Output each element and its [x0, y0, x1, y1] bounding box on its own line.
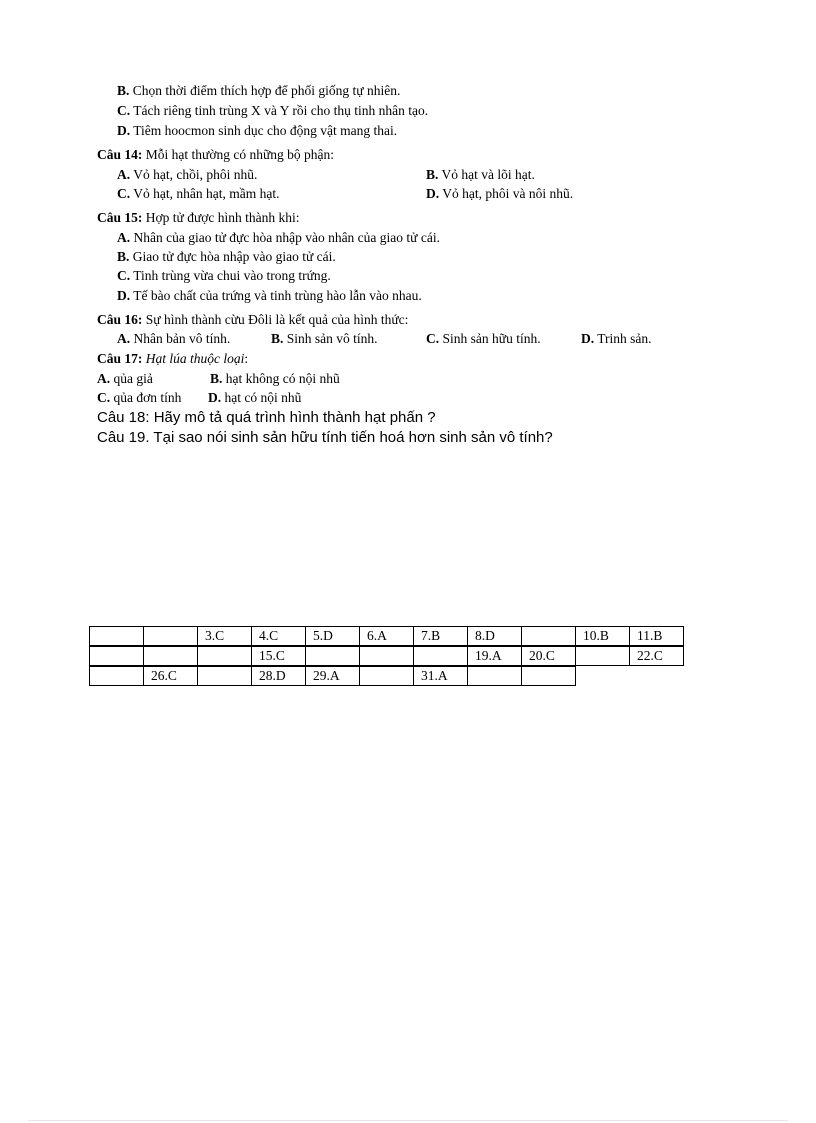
q15-option-b-letter: B. — [117, 249, 130, 264]
q13-option-b-text: Chọn thời điểm thích hợp để phối giống tự nhiên. — [132, 83, 401, 98]
q15-option-c — [117, 268, 331, 284]
q17-stem: Câu 17: Hạt lúa thuộc loại: — [97, 351, 249, 366]
q16-option-b — [271, 331, 378, 347]
answer-cell: 26.C — [143, 666, 198, 686]
answer-cell: 4.C — [251, 626, 306, 646]
q15-option-a-text: Nhân của giao tử đực hòa nhập vào nhân của giao tử cái. — [133, 230, 440, 245]
answer-cell — [467, 666, 522, 686]
answer-cell: 11.B — [629, 626, 684, 646]
q19-text: Câu 19. Tại sao nói sinh sản hữu tính tiến hoá hơn sinh sản vô tính? — [97, 429, 553, 446]
q17-option-c-letter: C. — [97, 390, 111, 405]
answer-cell: 8.D — [467, 626, 522, 646]
q16-stem — [97, 312, 408, 328]
q17-option-b-text: hạt không có nội nhũ — [225, 371, 340, 386]
q17-option-b — [210, 371, 340, 387]
q16-option-b-text: Sinh sản vô tính. — [286, 331, 378, 346]
q14-option-c — [117, 186, 279, 202]
answer-cell: 7.B — [413, 626, 468, 646]
answer-cell: 10.B — [575, 626, 630, 646]
q13-option-c-letter: C. — [117, 103, 131, 118]
q15-option-c-text: Tinh trùng vừa chui vào trong trứng. — [133, 268, 331, 283]
q13-option-b — [117, 83, 400, 99]
q14-option-a — [117, 167, 257, 183]
q18-text: Câu 18: Hãy mô tả quá trình hình thành hạt phấn ? — [97, 409, 436, 426]
q15-option-d-text: Tế bào chất của trứng và tinh trùng hào lẫn vào nhau. — [133, 288, 422, 303]
q17-label: Câu 17: — [97, 351, 143, 366]
q15-option-b-text: Giao tử đực hòa nhập vào giao tử cái. — [132, 249, 336, 264]
q15-label: Câu 15: — [97, 210, 143, 225]
answer-cell — [143, 626, 198, 646]
q13-option-d — [117, 123, 397, 139]
answer-table-row-1 — [89, 626, 683, 646]
q14-option-d-text: Vỏ hạt, phôi và nôi nhũ. — [442, 186, 574, 201]
q15-option-d-letter: D. — [117, 288, 131, 303]
q13-option-d-letter: D. — [117, 123, 131, 138]
q14-option-a-letter: A. — [117, 167, 131, 182]
q15-stem-text: Hợp tử được hình thành khi: — [145, 210, 300, 225]
answer-cell: 15.C — [251, 646, 306, 666]
answer-cell — [89, 666, 144, 686]
answer-cell — [143, 646, 198, 666]
answer-cell — [359, 646, 414, 666]
q16-option-b-letter: B. — [271, 331, 284, 346]
answer-cell — [89, 646, 144, 666]
q16-option-c — [426, 331, 541, 347]
answer-cell — [89, 626, 144, 646]
page-bottom-rule — [28, 1120, 788, 1121]
q14-option-b-text: Vỏ hạt và lõi hạt. — [441, 167, 535, 182]
answer-cell: 28.D — [251, 666, 306, 686]
q17-option-d-letter: D. — [208, 390, 222, 405]
q15-option-c-letter: C. — [117, 268, 131, 283]
q14-stem — [97, 147, 334, 163]
answer-cell — [413, 646, 468, 666]
q16-option-d-text: Trinh sản. — [597, 331, 652, 346]
q13-option-d-text: Tiêm hoocmon sinh dục cho động vật mang thai. — [133, 123, 398, 138]
q16-option-d-letter: D. — [581, 331, 595, 346]
answer-cell: 29.A — [305, 666, 360, 686]
q14-option-c-text: Vỏ hạt, nhân hạt, mầm hạt. — [133, 186, 280, 201]
answer-cell — [305, 646, 360, 666]
q17-option-b-letter: B. — [210, 371, 223, 386]
q14-option-d — [426, 186, 573, 202]
q15-option-a-letter: A. — [117, 230, 131, 245]
q16-option-a-text: Nhân bản vô tính. — [133, 331, 231, 346]
q14-option-b-letter: B. — [426, 167, 439, 182]
q17-option-a — [97, 371, 153, 387]
q14-label: Câu 14: — [97, 147, 143, 162]
q16-option-a — [117, 331, 230, 347]
q15-option-b — [117, 249, 336, 265]
answer-cell — [359, 666, 414, 686]
answer-cell — [197, 666, 252, 686]
q16-option-c-letter: C. — [426, 331, 440, 346]
q16-option-d — [581, 331, 652, 347]
q14-option-a-text: Vỏ hạt, chồi, phôi nhũ. — [133, 167, 258, 182]
q14-stem-text: Mỗi hạt thường có những bộ phận: — [145, 147, 335, 162]
q17-option-c-text: qủa đơn tính — [113, 390, 182, 405]
answer-cell: 31.A — [413, 666, 468, 686]
answer-table-row-2 — [89, 646, 683, 666]
q13-option-c-text: Tách riêng tinh trùng X và Y rồi cho thụ tinh nhân tạo. — [133, 103, 429, 118]
q17-option-d-text: hạt có nội nhũ — [224, 390, 302, 405]
q15-option-a — [117, 230, 440, 246]
answer-cell: 3.C — [197, 626, 252, 646]
q15-option-d — [117, 288, 422, 304]
q14-option-b — [426, 167, 535, 183]
q17-stem-text: Hạt lúa thuộc loại — [145, 351, 245, 366]
q17-option-d — [208, 390, 301, 406]
answer-cell: 19.A — [467, 646, 522, 666]
q16-label: Câu 16: — [97, 312, 143, 327]
q16-option-c-text: Sinh sản hữu tính. — [442, 331, 541, 346]
answer-cell: 22.C — [629, 646, 684, 666]
q15-stem — [97, 210, 300, 226]
q17-option-a-text: qủa giả — [113, 371, 153, 386]
q14-option-c-letter: C. — [117, 186, 131, 201]
q13-option-c — [117, 103, 428, 119]
q17-option-c — [97, 390, 181, 406]
answer-cell — [521, 626, 576, 646]
answer-cell: 20.C — [521, 646, 576, 666]
q16-option-a-letter: A. — [117, 331, 131, 346]
answer-cell: 6.A — [359, 626, 414, 646]
answer-cell — [197, 646, 252, 666]
q16-stem-text: Sự hình thành cừu Đôli là kết quả của hình thức: — [145, 312, 409, 327]
answer-cell — [521, 666, 576, 686]
answer-cell: 5.D — [305, 626, 360, 646]
q17-option-a-letter: A. — [97, 371, 111, 386]
answer-cell — [575, 646, 630, 666]
q14-option-d-letter: D. — [426, 186, 440, 201]
q13-option-b-letter: B. — [117, 83, 130, 98]
answer-table-row-3 — [89, 666, 575, 686]
